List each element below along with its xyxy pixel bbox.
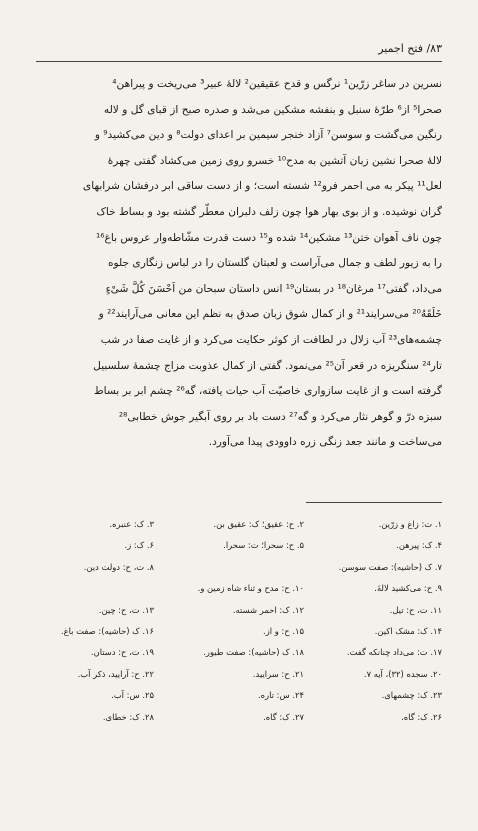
footnote: ۲۰. سجده (۳۲)، آیه ۷. — [363, 668, 442, 679]
footnote: ۲۳. ک: چشمهای. — [381, 690, 442, 701]
text-line: گران نوشیده. و از بوی بهار هوا چون زلف دلبران معطّر گشته بود و بساط خاک — [96, 205, 442, 218]
text-line: می‌ساخت و مانند جعد زنگی زره داوودی پیدا می‌آورد. — [208, 436, 442, 449]
footnote: ۲. ح: عقیق؛ ک: عقیق بن. — [213, 519, 304, 529]
text-line: لعل¹¹ پیکر به می احمر فرو¹² شسته است؛ و از دست ساقی ابر درفشان شرابهای — [82, 180, 442, 193]
text-line: چون ناف آهوان ختن¹³ مشکین¹⁴ شده و¹⁵ دست قدرت مشّاطه‌وار عروس باغ¹⁶ — [96, 231, 442, 244]
footnote-row — [36, 664, 442, 685]
footnote-row — [36, 600, 442, 621]
footnote: ۲۷. ک: گاه. — [263, 711, 304, 722]
text-line: رنگین می‌گشت و سوسن⁷ آزاد خنجر سیمین بر اعدای دولت⁸ و دین می‌کشید⁹ و — [94, 129, 442, 142]
footnote: ۱۵. ح: و از. — [263, 625, 304, 636]
footnote-row — [36, 621, 442, 642]
footnote: ۳. ک: عنبره. — [109, 519, 154, 529]
footnote: ۱۴. ک: مشک اکین. — [374, 625, 442, 636]
footnote: ۲۴. س: تاره. — [257, 690, 304, 701]
header-rule — [36, 61, 442, 62]
footnote — [36, 578, 154, 599]
text-line: لالهٔ صحرا نشین زبان آتشین به مدح¹⁰ خسرو روی زمین می‌کشاد گفتی چهرهٔ — [107, 154, 442, 167]
footnote-rule — [306, 502, 442, 503]
footnote: ۲۱. ح: سرایید. — [252, 668, 304, 679]
running-header — [36, 38, 442, 60]
footnote: ۱۹. ت، ح: دستان. — [90, 647, 154, 658]
text-line: چشمه‌های²³ آب زلال در لطافت از کوثر حکایت می‌کرد و از غایت صفا در شب — [100, 333, 442, 346]
footnote: ۲۶. ک: گاه. — [401, 711, 442, 722]
footnote: ۶. ک: ز. — [124, 540, 154, 551]
text-line: نسرین در ساغر زرّین¹ نرگس و قدح عقیقین² لالهٔ عبیر³ می‌ریخت و پیراهن⁴ — [112, 78, 442, 90]
footnote-row — [36, 578, 442, 599]
text-line: را به زیور لطف و جمال می‌آراست و لعبتان گلستان را در لباس زنگاری جلوه — [107, 257, 442, 270]
text-line: صحرا⁵ از⁶ طرّهٔ سنبل و بنفشه مشکین می‌شد و صدره صبح از قبای گل و لاله — [103, 103, 442, 116]
footnote: ۲۸. ک: خطای. — [102, 711, 154, 722]
footnote: ۱۱. ت، ح: تیل. — [389, 604, 442, 615]
text-line: می‌داد، گفتی¹⁷ مرغان¹⁸ در بستان¹⁹ انس داستان سبحان من اَحْسَنَ کُلَّ شَیْءٍ — [105, 282, 442, 295]
footnote: ۱۲. ک: احمر شسته. — [232, 604, 304, 615]
footnote: ۴. ک: پیرهن. — [396, 540, 442, 551]
page-number-title: ۸۳/ فتح اجمیر — [378, 42, 442, 55]
footnote: ۹. ح: می‌کشید لالهٔ. — [374, 583, 442, 594]
footnote: ۸. ت، ح: دولت دین. — [83, 561, 154, 572]
footnote: ۱۰. ح: مدح و ثناء شاه زمین و. — [197, 583, 304, 594]
text-line: تار²⁴ سنگریزه در قعر آن²⁵ می‌نمود. گفتی از کمال عذوبت مزاج چشمهٔ سلسبیل — [93, 359, 442, 372]
footnote-row — [36, 514, 442, 535]
footnote-row — [36, 685, 442, 706]
footnote: ۲۲. ح: آرایید، ذکر آب. — [77, 668, 154, 679]
footnote: ۱۶. ک (حاشیه): صفت باغ. — [60, 625, 154, 636]
text-line: خَلَقَهُ²⁰ می‌سرایند²¹ و از کمال شوق زبان صدق به نظم این معانی می‌آرایند²² و — [98, 308, 442, 321]
text-line: سبزه درّ و گوهر نثار می‌کرد و گه²⁷ دست باد بر روی آبگیر جوش خطابی²⁸ — [118, 410, 442, 423]
footnote: ۱۳. ت، ح: چین. — [98, 604, 154, 615]
footnotes — [36, 514, 442, 728]
footnote: ۱۸. ک (حاشیه): صفت طیور. — [203, 647, 304, 658]
footnote — [154, 557, 304, 578]
footnote: ۱۷. ت: می‌داد چنانکه گفت. — [346, 647, 442, 658]
footnote: ۲۵. س: آب. — [111, 690, 154, 701]
footnote-row — [36, 642, 442, 663]
footnote-row — [36, 557, 442, 578]
footnote: ۱. ت: زاغ و زرّین. — [378, 519, 442, 529]
footnote-row — [36, 707, 442, 728]
footnote: ۷. ک (حاشیه): صفت سوسن. — [338, 561, 442, 572]
main-text — [36, 72, 442, 456]
footnote-row — [36, 535, 442, 556]
text-line: گرفته است و از غایت سازواری خاصیّت آب حیات یافته، گه²⁶ چشم ابر بر بساط — [93, 385, 442, 398]
footnote: ۵. ح: سحرا؛ ت: سحرا. — [223, 540, 304, 551]
